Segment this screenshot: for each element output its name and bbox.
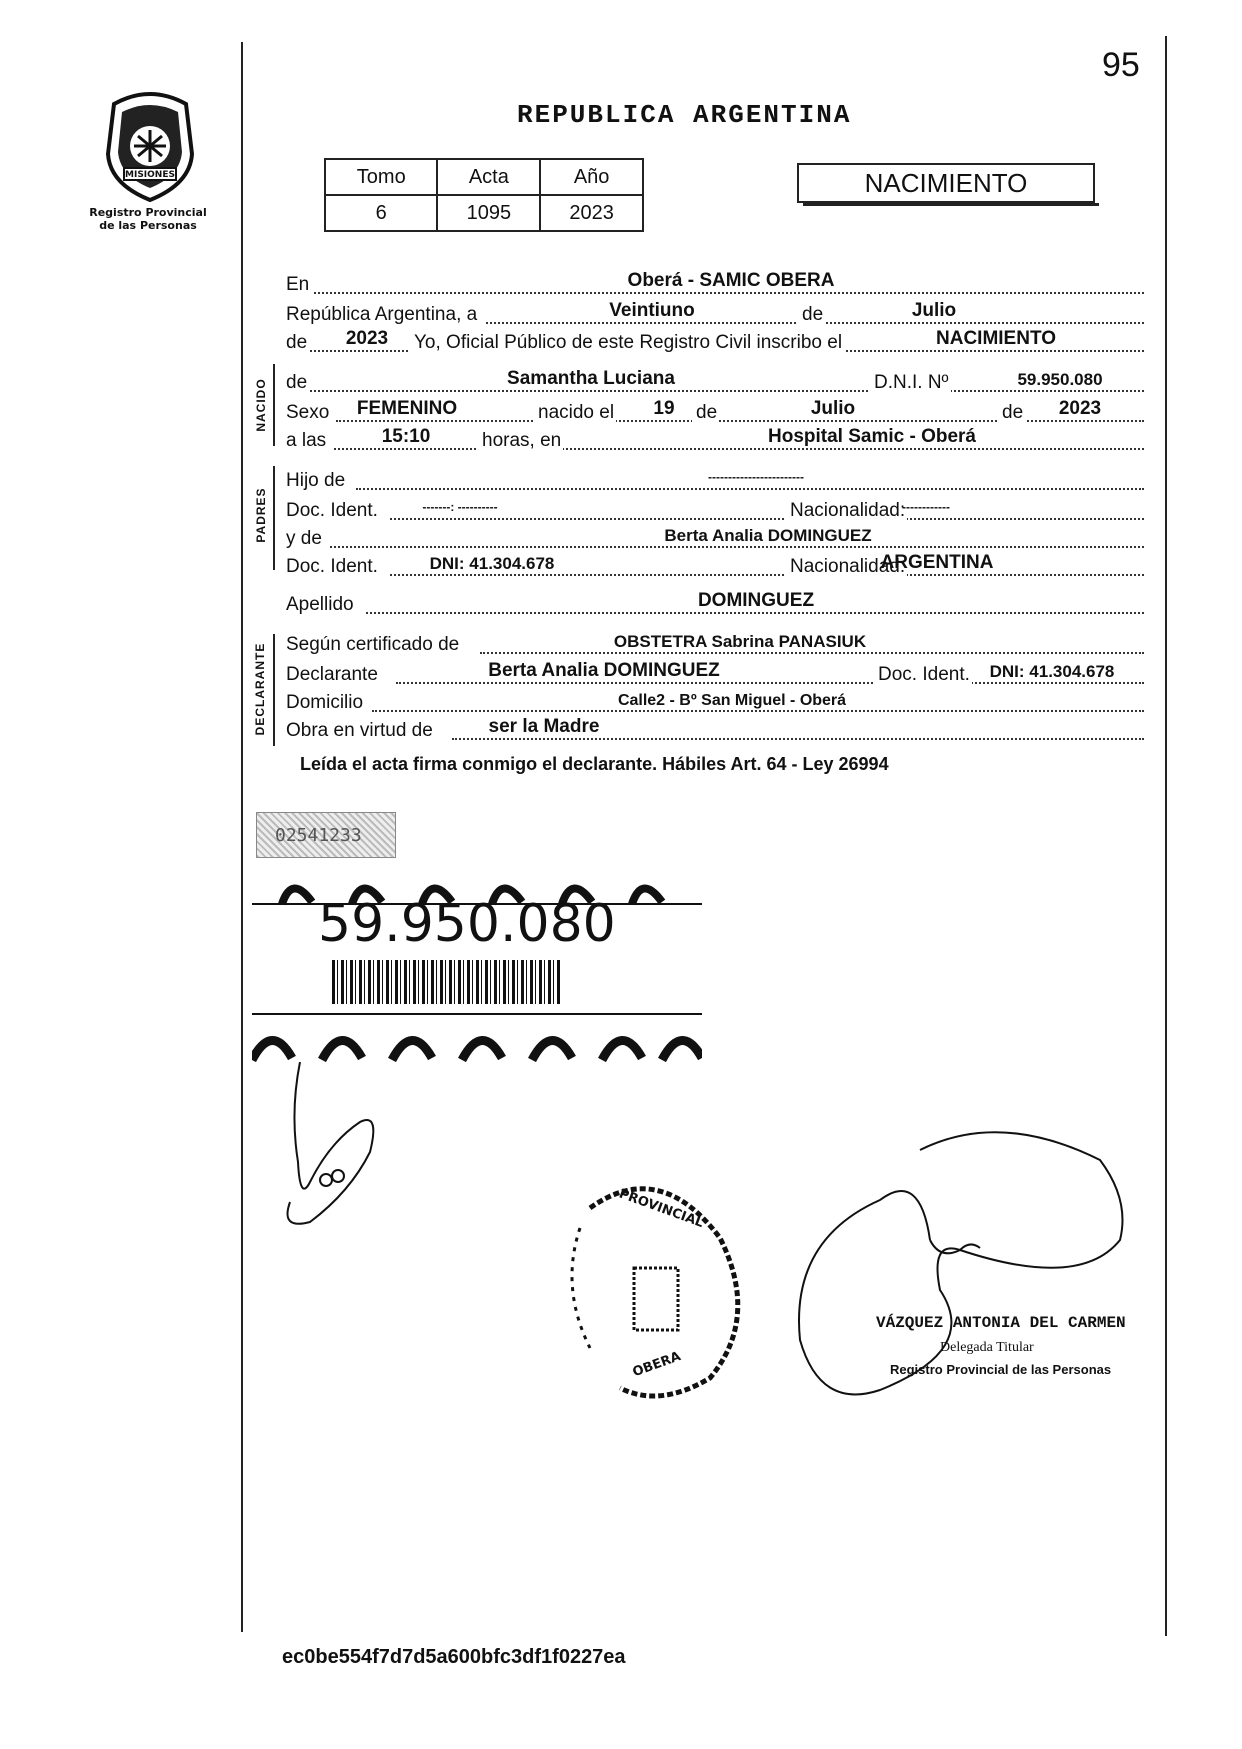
value-inscribo: NACIMIENTO bbox=[936, 328, 1056, 349]
label-nacido-el: nacido el bbox=[534, 402, 616, 424]
line-doc1 bbox=[286, 494, 1144, 524]
stamp-city: OBERA bbox=[630, 1349, 683, 1381]
label-horas-en: horas, en bbox=[478, 430, 563, 452]
id-sticker bbox=[252, 812, 702, 1062]
value-apellido: DOMINGUEZ bbox=[697, 590, 815, 611]
signatory-role: Delegada Titular bbox=[940, 1340, 1034, 1355]
value-doc-declarante: DNI: 41.304.678 bbox=[989, 662, 1115, 681]
label-obra: Obra en virtud de bbox=[286, 720, 433, 741]
label-a-las: a las bbox=[286, 430, 327, 451]
value-obra: ser la Madre bbox=[488, 716, 600, 737]
label-republica: República Argentina, a bbox=[286, 304, 478, 325]
signatory-name: VÁZQUEZ ANTONIA DEL CARMEN bbox=[876, 1314, 1126, 1332]
label-de-mes-nac: de bbox=[692, 402, 719, 424]
line-fecha bbox=[286, 298, 1144, 328]
value-domicilio: Calle2 - Bº San Miguel - Oberá bbox=[617, 692, 847, 709]
label-doc2: Doc. Ident. bbox=[286, 556, 378, 577]
value-nombre: Samantha Luciana bbox=[507, 368, 675, 389]
line-hijo bbox=[286, 464, 1144, 494]
value-nac1: ------------ bbox=[902, 500, 950, 514]
label-doc-declarante: Doc. Ident. bbox=[874, 664, 972, 686]
logo-caption-line1: Registro Provincial bbox=[89, 206, 207, 219]
value-anio-nac: 2023 bbox=[1058, 398, 1102, 419]
line-nacido-sexo bbox=[286, 396, 1144, 426]
declarant-signature bbox=[270, 1062, 410, 1232]
record-value-anio: 2023 bbox=[540, 195, 643, 231]
logo-caption-line2: de las Personas bbox=[99, 219, 197, 232]
line-en bbox=[286, 268, 1144, 298]
right-margin-line bbox=[1165, 36, 1167, 1636]
value-declarante: Berta Analia DOMINGUEZ bbox=[488, 660, 720, 681]
value-madre: Berta Analia DOMINGUEZ bbox=[664, 526, 872, 545]
value-doc1: -------: ---------- bbox=[422, 500, 498, 514]
line-oficial bbox=[286, 326, 1144, 356]
value-lugar: Hospital Samic - Oberá bbox=[767, 426, 977, 447]
line-apellido bbox=[286, 588, 1144, 618]
record-header-anio: Año bbox=[540, 159, 643, 195]
declarante-rule bbox=[273, 634, 275, 746]
label-nac1: Nacionalidad: bbox=[786, 500, 907, 522]
label-dni: D.N.I. Nº bbox=[870, 372, 951, 394]
record-table-header bbox=[325, 159, 643, 195]
record-header-acta: Acta bbox=[437, 159, 540, 195]
act-type-box: NACIMIENTO bbox=[797, 163, 1095, 203]
sticker-dni: 59.950.080 bbox=[318, 894, 616, 954]
line-obra bbox=[286, 714, 1144, 744]
record-value-tomo: 6 bbox=[325, 195, 437, 231]
value-hijo: ------------------------ bbox=[708, 470, 804, 484]
label-sexo: Sexo bbox=[286, 402, 330, 423]
svg-text:MISIONES: MISIONES bbox=[125, 170, 175, 180]
logo-caption bbox=[78, 206, 218, 232]
page-number: 95 bbox=[1102, 46, 1140, 84]
value-anio: 2023 bbox=[345, 328, 389, 349]
signatory-office: Registro Provincial de las Personas bbox=[890, 1362, 1112, 1377]
record-value-acta: 1095 bbox=[437, 195, 540, 231]
label-declarante: Declarante bbox=[286, 664, 378, 685]
label-nac2: Nacionalidad: bbox=[786, 556, 907, 578]
value-mes-nac: Julio bbox=[810, 398, 856, 419]
value-doc2: DNI: 41.304.678 bbox=[429, 554, 555, 573]
nacido-rule bbox=[273, 364, 275, 446]
official-stamp bbox=[560, 1168, 760, 1418]
section-declarante: DECLARANTE bbox=[253, 642, 267, 736]
label-apellido: Apellido bbox=[286, 594, 354, 615]
sticker-code-box bbox=[256, 812, 396, 858]
label-de-mes: de bbox=[798, 304, 825, 326]
document-title: REPUBLICA ARGENTINA bbox=[517, 100, 852, 130]
record-table bbox=[324, 158, 644, 232]
line-madre bbox=[286, 522, 1144, 552]
label-hijo: Hijo de bbox=[286, 470, 346, 491]
section-padres: PADRES bbox=[254, 487, 268, 543]
line-domicilio bbox=[286, 686, 1144, 716]
line-nacido-hora bbox=[286, 424, 1144, 454]
value-dia-nac: 19 bbox=[653, 398, 675, 419]
province-seal bbox=[94, 84, 206, 204]
line-certificado bbox=[286, 628, 1144, 658]
document-hash: ec0be554f7d7d5a600bfc3df1f0227ea bbox=[282, 1646, 626, 1668]
line-declarante bbox=[286, 658, 1144, 688]
left-margin-line bbox=[241, 42, 243, 1632]
value-nac2: ARGENTINA bbox=[880, 552, 994, 573]
value-en: Oberá - SAMIC OBERA bbox=[627, 270, 835, 291]
value-hora: 15:10 bbox=[381, 426, 431, 447]
value-sexo: FEMENINO bbox=[356, 398, 458, 419]
label-certificado: Según certificado de bbox=[286, 634, 460, 655]
value-dni: 59.950.080 bbox=[1017, 370, 1103, 389]
label-oficial: Yo, Oficial Público de este Registro Civil inscribo el bbox=[410, 332, 844, 354]
sticker-pattern-bottom bbox=[252, 1012, 702, 1062]
label-de-anio-nac: de bbox=[998, 402, 1025, 424]
label-domicilio: Domicilio bbox=[286, 692, 364, 713]
legal-text: Leída el acta firma conmigo el declarante. Hábiles Art. 64 - Ley 26994 bbox=[300, 754, 889, 774]
label-en: En bbox=[286, 274, 310, 295]
line-nacido-nombre bbox=[286, 366, 1144, 396]
label-y-de: y de bbox=[286, 528, 322, 549]
value-certificado: OBSTETRA Sabrina PANASIUK bbox=[613, 632, 867, 651]
value-mes: Julio bbox=[911, 300, 957, 321]
label-de-anio: de bbox=[286, 332, 308, 353]
padres-rule bbox=[273, 466, 275, 570]
label-de-nombre: de bbox=[286, 372, 308, 393]
sticker-barcode bbox=[332, 960, 562, 1004]
record-table-values bbox=[325, 195, 643, 231]
seal-icon bbox=[94, 84, 206, 204]
section-nacido: NACIDO bbox=[254, 378, 268, 432]
value-dia: Veintiuno bbox=[609, 300, 695, 321]
sticker-code: 02541233 bbox=[275, 825, 362, 846]
record-header-tomo: Tomo bbox=[325, 159, 437, 195]
svg-text:PROVINCIAL: PROVINCIAL bbox=[616, 1186, 706, 1231]
label-doc1: Doc. Ident. bbox=[286, 500, 378, 521]
line-doc2 bbox=[286, 550, 1144, 580]
